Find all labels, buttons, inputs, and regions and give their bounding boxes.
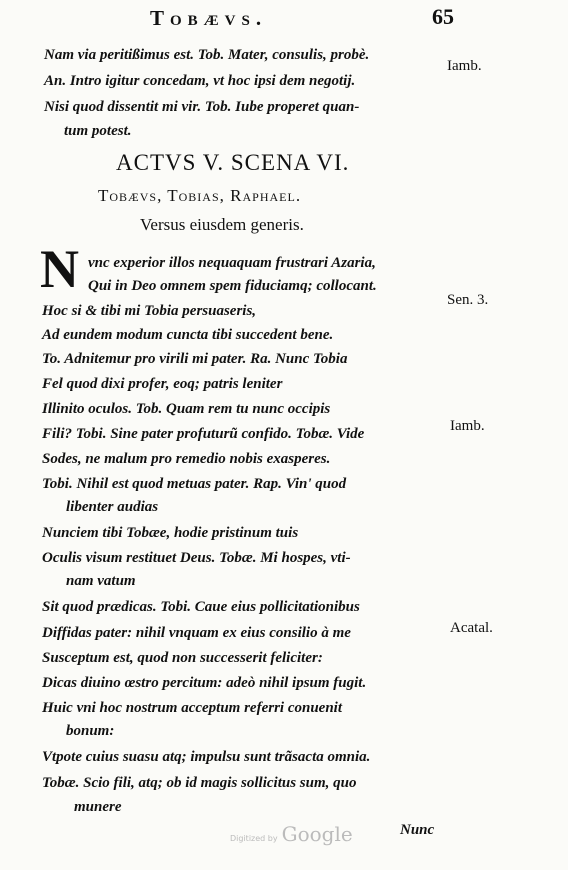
- watermark-brand: Google: [281, 822, 353, 846]
- verse-line: Huic vni hoc nostrum acceptum referri conuenit: [42, 700, 343, 716]
- running-head: Tobævs.: [150, 6, 268, 30]
- page-number: 65: [432, 4, 454, 29]
- text-line: An. Intro igitur concedam, vt hoc ipsi dem negotij.: [44, 73, 356, 89]
- text-line: tum potest.: [64, 123, 132, 139]
- text-line: Nam via peritißimus est. Tob. Mater, consulis, probè.: [44, 47, 370, 63]
- verse-line: Fili? Tobi. Sine pater profuturũ confido. Tobæ. Vide: [42, 426, 365, 442]
- verse-line: Nunciem tibi Tobæe, hodie pristinum tuis: [42, 525, 299, 541]
- verse-line: vnc experior illos nequaquam frustrari Azaria,: [88, 255, 376, 271]
- verse-line: bonum:: [66, 723, 115, 739]
- verse-line: Sit quod prædicas. Tobi. Caue eius pollicitationibus: [42, 599, 360, 615]
- verse-line: munere: [74, 799, 122, 815]
- verse-line: Fel quod dixi profer, eoq; patris leniter: [42, 376, 283, 392]
- verse-line: Hoc si & tibi mi Tobia persuaseris,: [42, 303, 257, 319]
- verse-line: Vtpote cuius suasu atq; impulsu sunt trãsacta omnia.: [42, 749, 371, 765]
- verse-line: Ad eundem modum cuncta tibi succedent bene.: [42, 327, 334, 343]
- margin-note-meter: Iamb.: [447, 58, 482, 74]
- drop-capital: N: [40, 239, 79, 299]
- verse-line: libenter audias: [66, 499, 159, 515]
- verse-line: Sodes, ne malum pro remedio nobis exasperes.: [42, 451, 331, 467]
- digitization-watermark: [230, 822, 353, 846]
- verse-line: Tobi. Nihil est quod metuas pater. Rap. Vin' quod: [42, 476, 347, 492]
- catchword: Nunc: [400, 822, 435, 838]
- margin-note-meter: Acatal.: [450, 620, 493, 636]
- margin-note-meter: Sen. 3.: [447, 292, 489, 308]
- verse-line: Susceptum est, quod non successerit feliciter:: [42, 650, 323, 666]
- verse-line: Oculis visum restituet Deus. Tobæ. Mi hospes, vti-: [42, 550, 351, 566]
- verse-line: Illinito oculos. Tob. Quam rem tu nunc occipis: [42, 401, 331, 417]
- verse-line: To. Adnitemur pro virili mi pater. Ra. Nunc Tobia: [42, 351, 348, 367]
- meter-note: Versus eiusdem generis.: [140, 215, 304, 234]
- scene-heading: ACTVS V. SCENA VI.: [116, 150, 350, 175]
- verse-line: Dicas diuino œstro percitum: adeò nihil ipsum fugit.: [42, 675, 367, 691]
- verse-line: Tobæ. Scio fili, atq; ob id magis sollicitus sum, quo: [42, 775, 357, 791]
- watermark-prefix: Digitized by: [230, 834, 278, 843]
- margin-note-meter: Iamb.: [450, 418, 485, 434]
- verse-line: nam vatum: [66, 573, 136, 589]
- verse-line: Diffidas pater: nihil vnquam ex eius consilio à me: [42, 625, 351, 641]
- dramatis-personae: Tobævs, Tobias, Raphael.: [98, 186, 302, 205]
- text-line: Nisi quod dissentit mi vir. Tob. Iube properet quan-: [44, 99, 360, 115]
- verse-line: Qui in Deo omnem spem fiduciamq; collocant.: [88, 278, 377, 294]
